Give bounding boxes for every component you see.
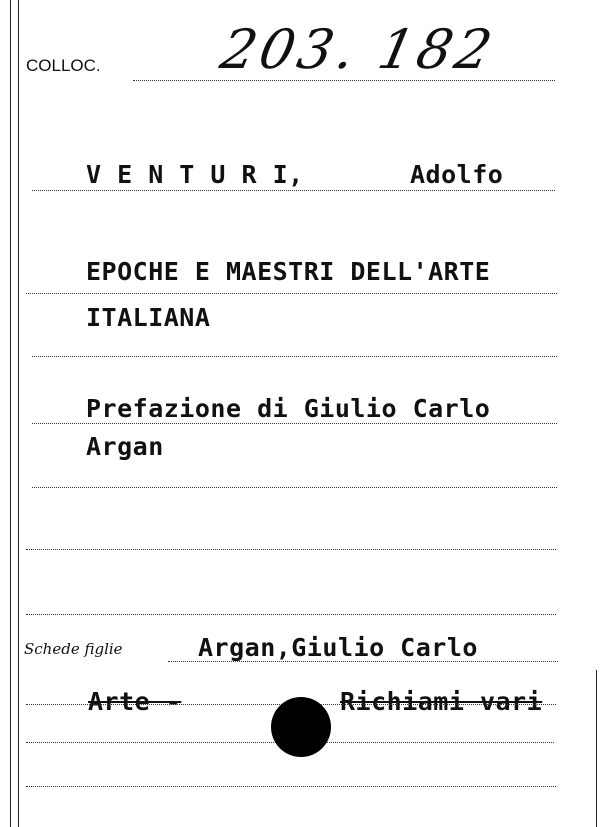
left-border-line xyxy=(10,0,11,827)
colloc-number: 203. 182 xyxy=(215,18,502,81)
schede-rule xyxy=(168,661,558,662)
note-rule-1 xyxy=(32,423,557,424)
schede-figlie-entry: Argan,Giulio Carlo xyxy=(198,633,478,662)
note-line-1: Prefazione di Giulio Carlo xyxy=(86,394,491,423)
author-rule xyxy=(32,190,555,191)
schede-figlie-label: Schede figlie xyxy=(24,640,123,658)
title-line-1: EPOCHE E MAESTRI DELL'ARTE xyxy=(86,257,491,286)
note-line-2: Argan xyxy=(86,432,164,461)
left-border-line-inner xyxy=(18,0,19,827)
blank-rule-2 xyxy=(26,614,556,615)
author-forename: Adolfo xyxy=(410,160,504,189)
bottom-rule-2 xyxy=(26,786,556,787)
subject-right: Richiami vari xyxy=(340,687,543,716)
punch-hole xyxy=(271,697,331,757)
author-surname: V E N T U R I, xyxy=(86,160,304,189)
colloc-rule xyxy=(133,80,555,81)
right-border-line xyxy=(596,670,597,827)
title-line-2: ITALIANA xyxy=(86,303,211,332)
title-rule-1 xyxy=(26,293,557,294)
note-rule-2 xyxy=(32,487,557,488)
subject-left: Arte - xyxy=(88,687,182,716)
blank-rule-1 xyxy=(26,549,556,550)
title-rule-2 xyxy=(32,356,557,357)
colloc-label: COLLOC. xyxy=(26,56,101,75)
